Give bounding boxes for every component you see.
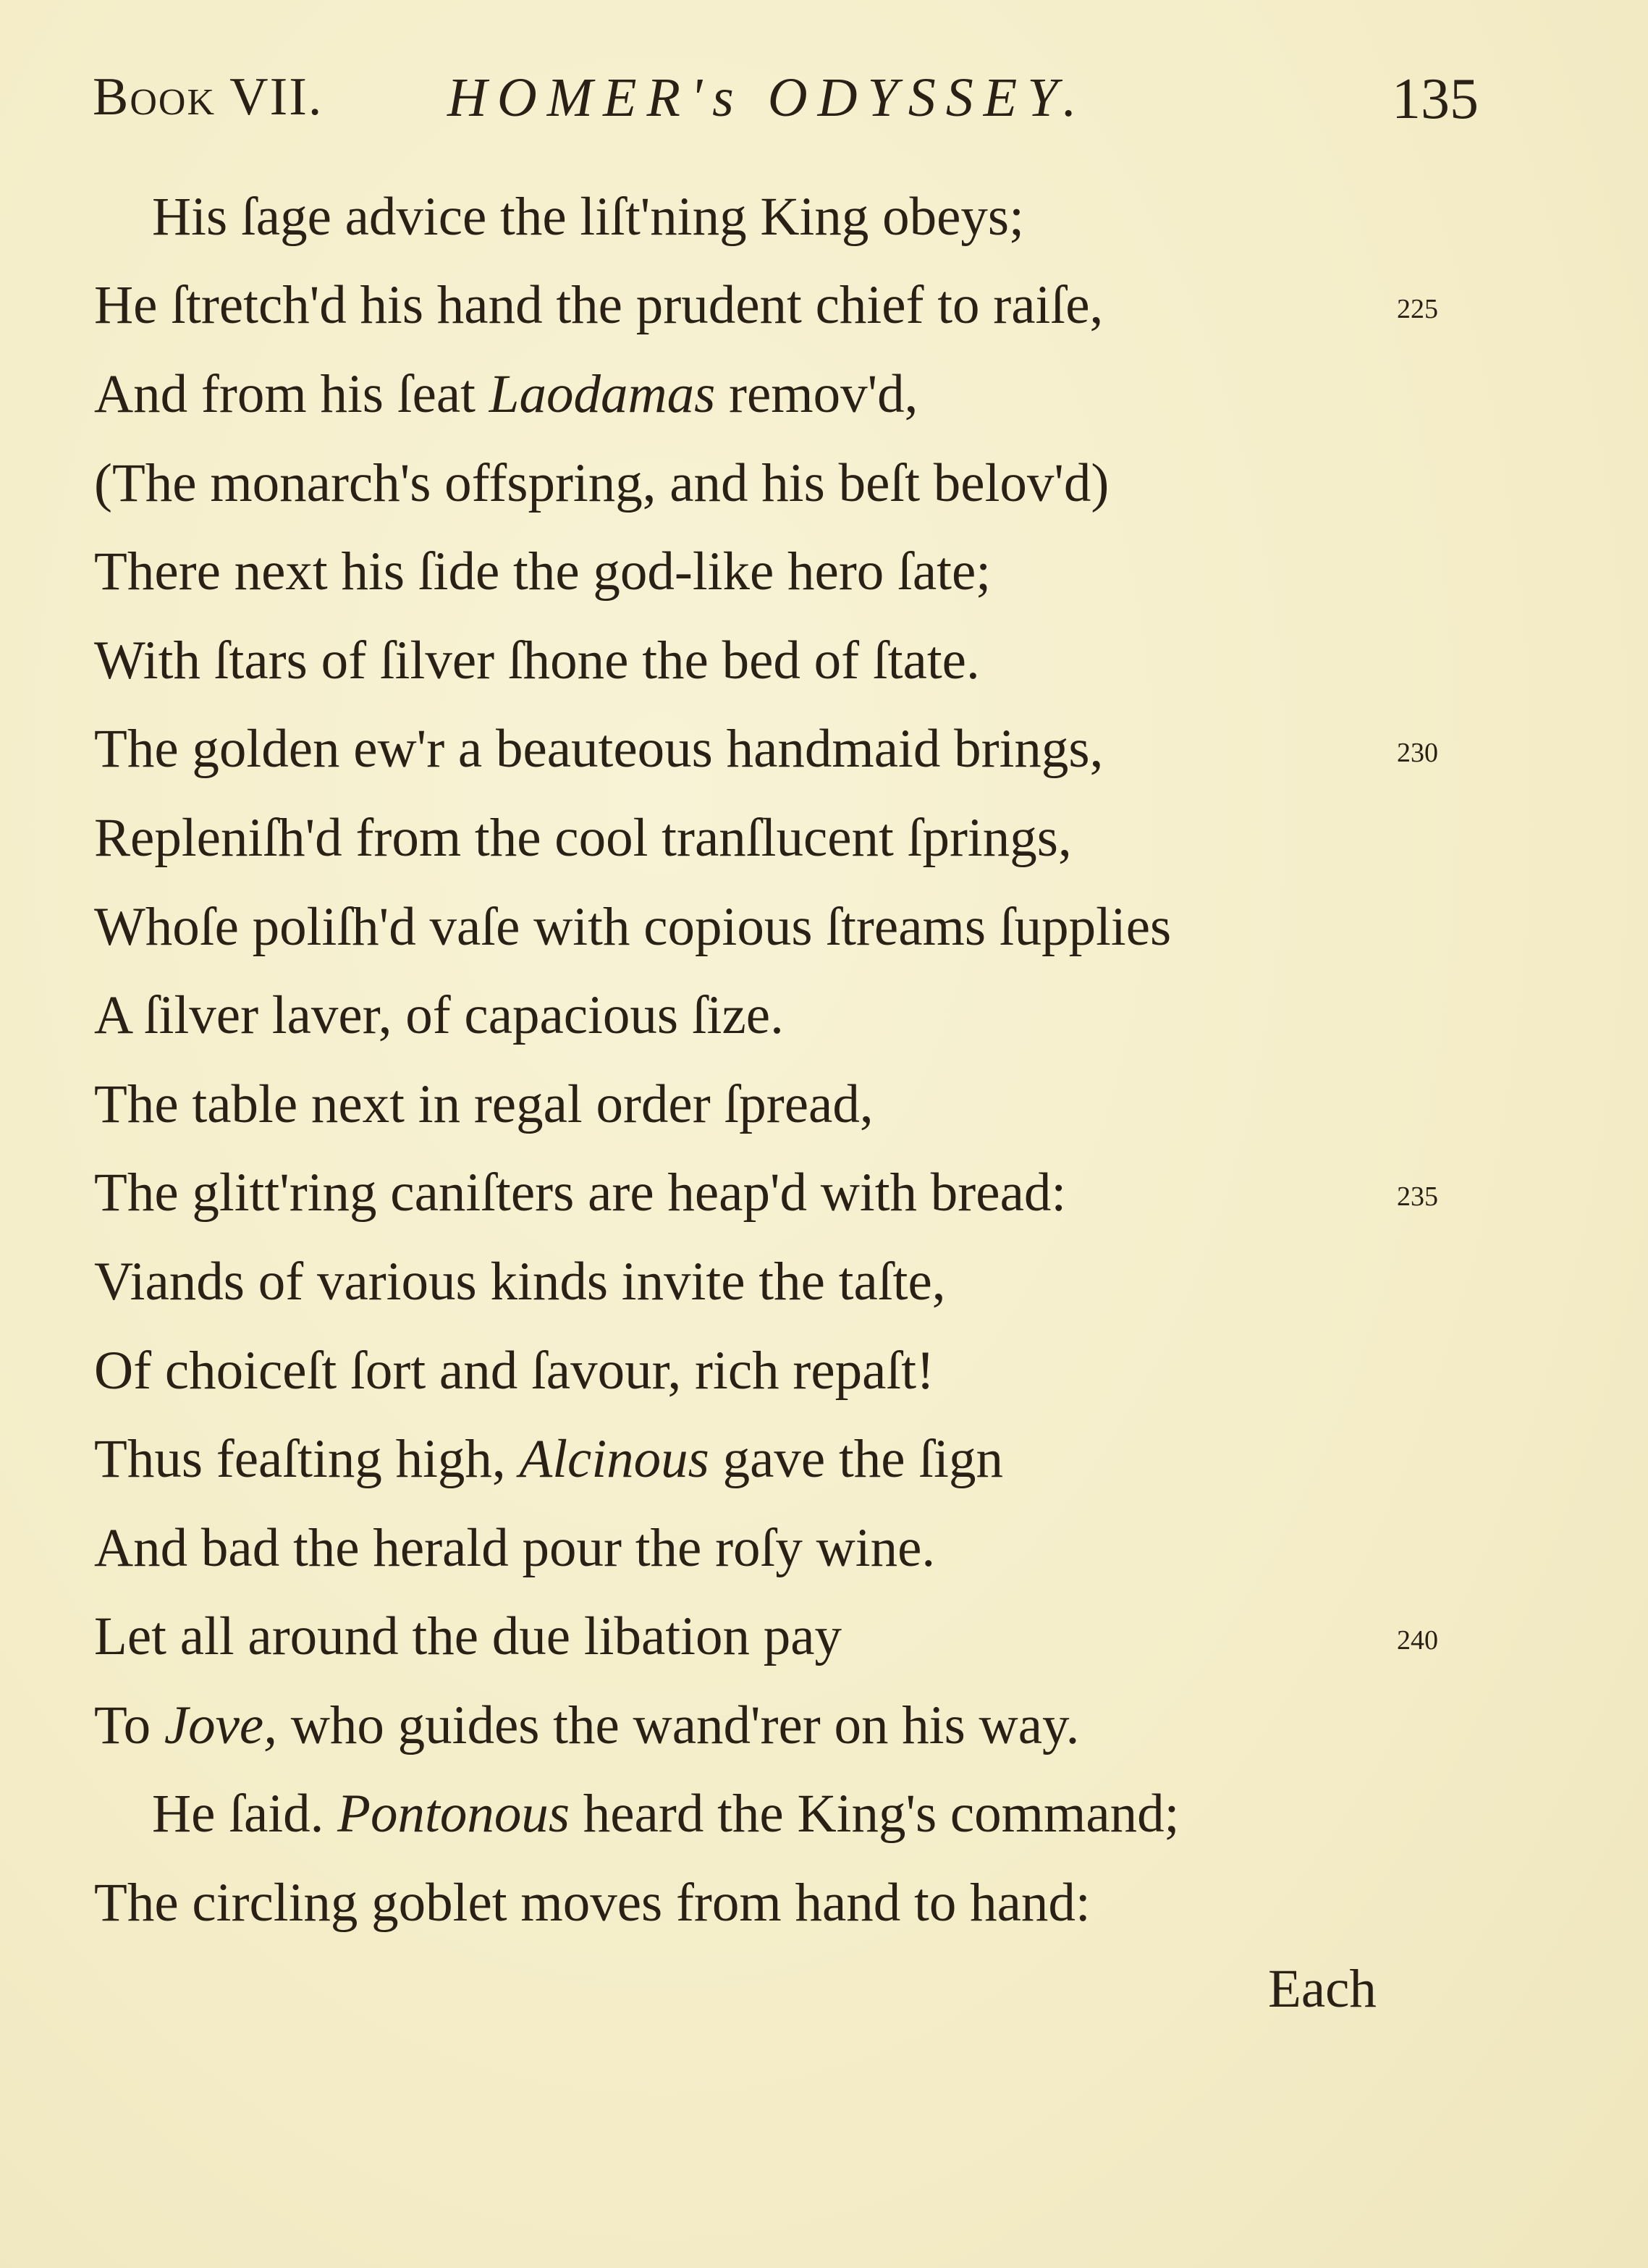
running-header [93, 67, 1497, 146]
verse-line: He ſtretch'd his hand the prudent chief to raiſe, [94, 275, 1104, 335]
catchword: Each [1268, 1959, 1377, 2019]
verse-line: He ſaid. Pontonous heard the King's command; [152, 1784, 1180, 1844]
verse-line: And from his ſeat Laodamas remov'd, [94, 364, 918, 424]
book-label: Book VII. [93, 67, 324, 127]
verse-line: With ſtars of ſilver ſhone the bed of ſtate. [94, 631, 980, 691]
verse-line: Of choiceſt ſort and ſavour, rich repaſt! [94, 1341, 935, 1401]
verse-line: Let all around the due libation pay [94, 1606, 842, 1666]
verse-line: Thus feaſting high, Alcinous gave the ſign [94, 1429, 1004, 1489]
line-number: 235 [1397, 1181, 1438, 1212]
line-number: 240 [1397, 1625, 1438, 1656]
page-number: 135 [1392, 67, 1479, 131]
verse-line: Viands of various kinds invite the taſte, [94, 1252, 946, 1312]
verse-line: Repleniſh'd from the cool tranſlucent ſprings, [94, 808, 1072, 868]
line-number: 230 [1397, 738, 1438, 768]
verse-line: (The monarch's offspring, and his beſt belov'd) [94, 453, 1110, 513]
verse-line: The golden ew'r a beauteous handmaid brings, [94, 719, 1104, 779]
verse-line: Whoſe poliſh'd vaſe with copious ſtreams ſupplies [94, 897, 1172, 957]
verse-line: His ſage advice the liſt'ning King obeys; [152, 187, 1024, 247]
verse-line: There next his ſide the god-like hero ſate; [94, 541, 992, 602]
verse-line: The table next in regal order ſpread, [94, 1074, 874, 1134]
line-number: 225 [1397, 294, 1438, 324]
verse-line: To Jove, who guides the wand'rer on his way. [94, 1695, 1080, 1755]
verse-line: And bad the herald pour the roſy wine. [94, 1518, 936, 1578]
verse-line: A ſilver laver, of capacious ſize. [94, 985, 784, 1045]
running-title: HOMER's ODYSSEY. [447, 67, 1087, 128]
verse-line: The glitt'ring caniſters are heap'd with bread: [94, 1163, 1067, 1223]
verse-line: The circling goblet moves from hand to hand: [94, 1873, 1091, 1933]
